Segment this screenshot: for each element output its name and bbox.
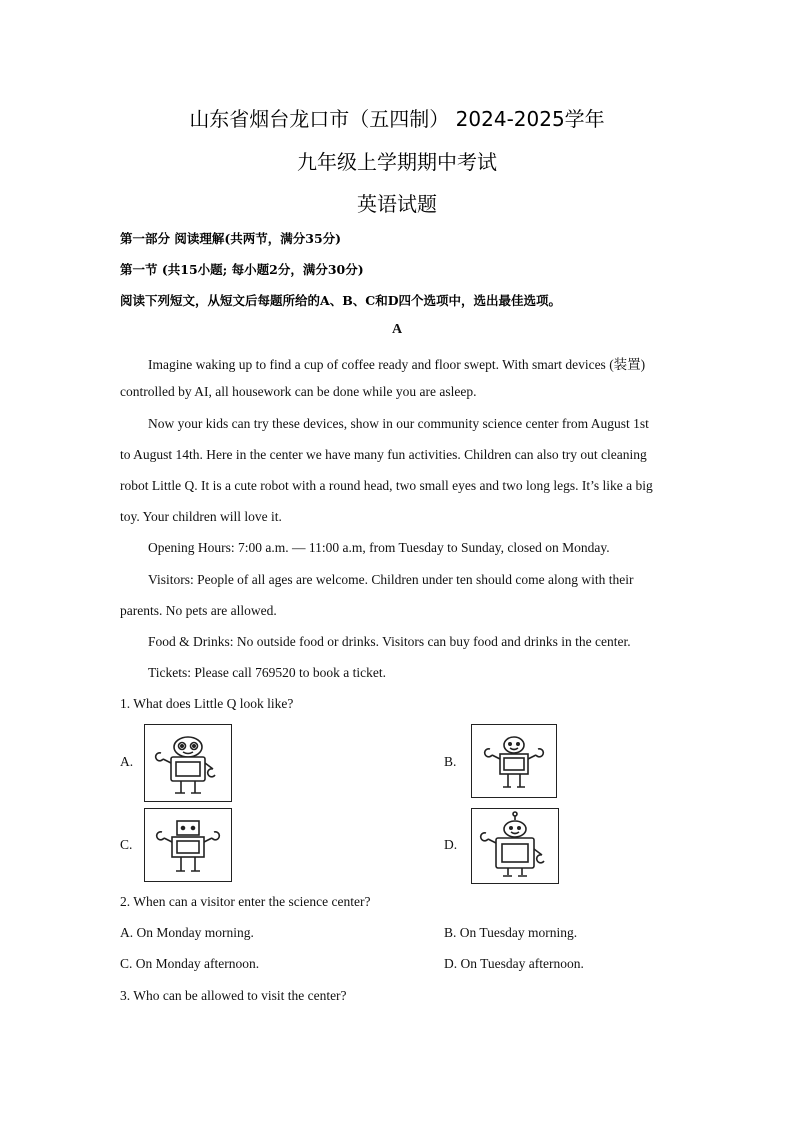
question-2: 2. When can a visitor enter the science center?: [120, 894, 371, 909]
option-d-label[interactable]: D.: [444, 837, 458, 852]
robot-c-image[interactable]: [144, 808, 232, 882]
option-c-label[interactable]: C.: [120, 837, 133, 852]
question-1: 1. What does Little Q look like?: [120, 696, 294, 711]
passage-line: robot Little Q. It is a cute robot with a round head, two small eyes and two long legs. It’s like a big: [120, 478, 653, 493]
q2-option-b[interactable]: B. On Tuesday morning.: [444, 925, 578, 940]
option-a-label[interactable]: A.: [120, 754, 134, 769]
passage-line: toy. Your children will love it.: [120, 509, 282, 524]
visitors-line: Visitors: People of all ages are welcome. Children under ten should come along with their: [148, 572, 634, 587]
robot-icon: [472, 809, 558, 883]
exam-title-line1: 山东省烟台龙口市（五四制） 2024-2025学年: [189, 107, 605, 131]
robot-d-image[interactable]: [471, 808, 559, 884]
passage-line: Now your kids can try these devices, show in our community science center from August 1st: [148, 416, 649, 431]
visitors-line: parents. No pets are allowed.: [120, 603, 277, 618]
q2-option-c[interactable]: C. On Monday afternoon.: [120, 956, 260, 971]
tickets-line: Tickets: Please call 769520 to book a ticket.: [148, 665, 386, 680]
robot-icon: [145, 725, 231, 801]
passage-label: A: [391, 322, 403, 337]
food-drinks: Food & Drinks: No outside food or drinks. Visitors can buy food and drinks in the center.: [148, 634, 631, 649]
exam-title-line3: 英语试题: [357, 192, 437, 216]
exam-title-line2: 九年级上学期期中考试: [297, 150, 497, 174]
robot-b-image[interactable]: [471, 724, 557, 798]
passage-line: Imagine waking up to find a cup of coffee ready and floor swept. With smart devices (装置): [148, 357, 646, 372]
option-b-label[interactable]: B.: [444, 754, 457, 769]
robot-a-image[interactable]: [144, 724, 232, 802]
passage-line: controlled by AI, all housework can be done while you are asleep.: [120, 384, 477, 399]
section-heading: 第一节 (共15小题; 每小题2分，满分30分): [120, 262, 364, 277]
question-3: 3. Who can be allowed to visit the center?: [120, 988, 347, 1003]
robot-icon: [472, 725, 556, 797]
q2-option-d[interactable]: D. On Tuesday afternoon.: [444, 956, 584, 971]
part-heading: 第一部分 阅读理解(共两节，满分35分): [120, 231, 342, 246]
instruction-text: 阅读下列短文，从短文后每题所给的A、B、C和D四个选项中，选出最佳选项。: [120, 293, 562, 308]
passage-line: to August 14th. Here in the center we have many fun activities. Children can also try out cleaning: [120, 447, 647, 462]
q2-option-a[interactable]: A. On Monday morning.: [120, 925, 254, 940]
robot-icon: [145, 809, 231, 881]
opening-hours: Opening Hours: 7:00 a.m. — 11:00 a.m, from Tuesday to Sunday, closed on Monday.: [148, 540, 610, 555]
